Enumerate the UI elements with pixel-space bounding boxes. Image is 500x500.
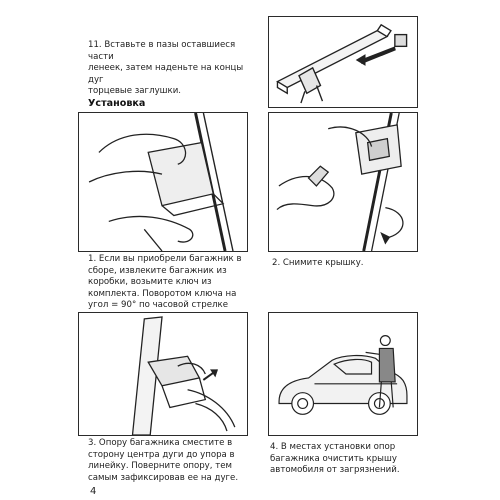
step-1-illustration: [78, 112, 248, 252]
remove-cover-drawing: [269, 113, 417, 251]
step-4-caption: 4. В местах установки опор багажника очистить крышу автомобиля от загрязнений.: [270, 442, 400, 476]
step-11-text: 11. Вставьте в пазы оставшиеся части ленеек, затем наденьте на концы дуг торцевые заглушки.: [88, 40, 244, 97]
step-3-caption: 3. Опору багажника сместите в сторону центра дуги до упора в линейку. Поверните опору, тем самым зафиксировав ее на дуге.: [88, 438, 239, 483]
slide-support-drawing: [79, 313, 247, 435]
crossbar-cap-drawing: [269, 17, 417, 107]
page-number: 4: [90, 486, 97, 497]
step-3-illustration: [78, 312, 248, 436]
step-2-illustration: [268, 112, 418, 252]
step-11-illustration: [268, 16, 418, 108]
step-4-illustration: [268, 312, 418, 436]
section-title: Установка: [88, 98, 146, 109]
clean-roof-drawing: [269, 313, 417, 435]
step-2-caption: 2. Снимите крышку.: [272, 258, 364, 268]
opening-lock-drawing: [79, 113, 247, 251]
step-1-caption: 1. Если вы приобрели багажник в сборе, извлеките багажник из коробки, возьмите ключ из комплекта. Поворотом ключа на угол = 90° по часовой стрелке: [88, 254, 242, 311]
